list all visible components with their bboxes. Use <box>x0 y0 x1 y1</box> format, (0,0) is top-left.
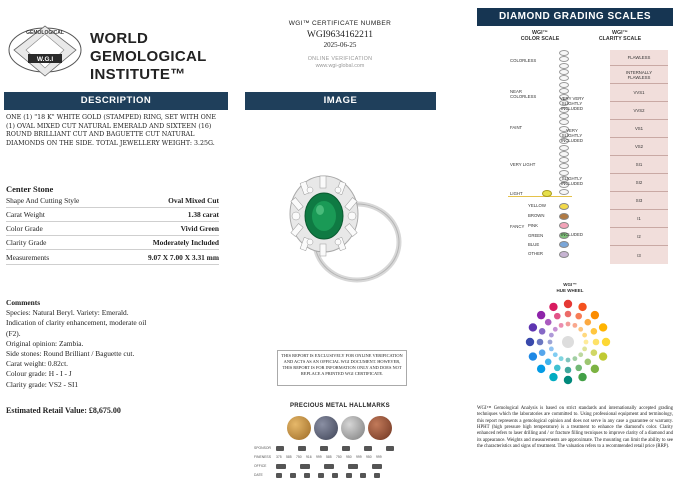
comment-line: Species: Natural Beryl. Variety: Emerald. <box>6 308 129 318</box>
fancy-diamond-icon <box>559 222 569 229</box>
hue-swatch <box>537 339 544 346</box>
clarity-group-label: VERY SLIGHTLY INCLUDED <box>561 128 583 143</box>
hallmark-mark <box>290 473 296 478</box>
grading-scales-heading: DIAMOND GRADING SCALES <box>477 8 673 26</box>
clarity-grade: I1 <box>610 210 668 228</box>
spec-row <box>6 253 219 265</box>
gold-coin <box>287 416 311 440</box>
scale-diamond-icon <box>559 63 569 69</box>
scale-diamond-icon <box>559 157 569 163</box>
hue-swatch <box>584 319 591 326</box>
clarity-grade: VVS2 <box>610 102 668 120</box>
hue-wheel-title: WGI™ HUE WHEEL <box>556 282 584 293</box>
org-line-1: WORLD <box>90 30 149 47</box>
hallmark-row-label: SPONSOR <box>254 446 271 450</box>
scale-diamond-icon <box>559 75 569 81</box>
hue-swatch <box>584 358 591 365</box>
hue-swatch <box>591 349 598 356</box>
spec-label: Shape And Cutting Style <box>6 196 80 205</box>
spec-label: Color Grade <box>6 224 43 233</box>
hue-wheel <box>518 292 618 392</box>
comment-line: Indication of clarity enhancement, moderate oil <box>6 318 147 328</box>
spec-row <box>6 224 219 236</box>
organization-name <box>90 30 207 84</box>
fancy-color-label: PINK <box>528 223 539 228</box>
fineness-value: 585 <box>286 455 292 459</box>
description-heading: DESCRIPTION <box>4 92 228 110</box>
image-heading: IMAGE <box>245 92 436 110</box>
clarity-grade: I3 <box>637 252 641 258</box>
silver-coin <box>341 416 365 440</box>
platinum-coin <box>314 416 338 440</box>
scale-diamond-icon <box>559 119 569 125</box>
hue-swatch <box>599 323 607 331</box>
scale-diamond-icon <box>559 151 569 157</box>
hue-swatch <box>564 300 572 308</box>
disclaimer-text: WGI™ Gemological Analysis is based on strict standards and internationally accepted grading techniques which the laboratories are committed to. Using professional equipment and terminology, this report represents a gemological opinion and does not serve in any case a guarantee or warranty. HPHT (high pressure high temperature) is a treatment to enhance the diamond's color. Clarity enhanced refers to laser drilling and / or fracture filling tecniques to improve clarity of a diamond and its appearance. Weights and measurements are approximate. The mounting can limit the ability to see the characteristics and signs of treatment. The valuation refers to a recommended retail price (RRP). <box>477 406 673 450</box>
comment-line: Side stones: Round Brilliant / Baguette cut. <box>6 349 135 359</box>
fancy-diamond-icon <box>559 241 569 248</box>
fancy-label: FANCY <box>510 224 525 229</box>
retail-amount: £8,675.00 <box>88 406 121 415</box>
ring-photo <box>262 150 412 300</box>
hallmark-mark <box>276 464 286 469</box>
hue-swatch <box>564 376 572 384</box>
hue-swatch <box>578 373 586 381</box>
clarity-grade: VVS1 <box>610 84 668 102</box>
hue-swatch <box>578 327 583 332</box>
fineness-value: 999 <box>356 455 362 459</box>
fancy-color-label: OTHER <box>528 251 544 256</box>
hue-swatch <box>575 313 582 320</box>
hue-swatch <box>584 340 589 345</box>
hallmark-mark <box>364 446 372 451</box>
color-group-label: FAINT <box>510 125 523 130</box>
hue-swatch <box>566 322 571 327</box>
center-stone-title: Center Stone <box>6 184 54 194</box>
scale-diamond-icon <box>559 145 569 151</box>
hue-swatch <box>559 356 564 361</box>
emblem-text: GEMOLOGICAL <box>26 30 64 36</box>
hue-swatch <box>572 356 577 361</box>
color-group-label: COLORLESS <box>510 58 537 63</box>
hallmark-mark <box>360 473 366 478</box>
clarity-grade: VS1 <box>610 120 668 138</box>
hue-swatch <box>529 352 537 360</box>
certificate-number-label: WGI™ CERTIFICATE NUMBER <box>288 20 392 27</box>
hue-swatch <box>549 373 557 381</box>
fineness-value: 375 <box>276 455 282 459</box>
color-group-label: VERY LIGHT <box>510 162 536 167</box>
hallmark-row-label: FINENESS <box>254 455 271 459</box>
clarity-grade: SI3 <box>610 192 668 210</box>
hue-swatch <box>565 311 572 318</box>
scale-diamond-icon <box>559 82 569 88</box>
hue-swatch <box>539 349 546 356</box>
wgi-emblem-logo <box>6 20 84 82</box>
hue-swatch <box>565 367 572 374</box>
hallmarks-title: PRECIOUS METAL HALLMARKS <box>290 403 390 409</box>
color-group-label: NEAR COLORLESS <box>510 89 537 99</box>
retail-value <box>6 406 121 415</box>
fancy-diamond-icon <box>559 213 569 220</box>
hallmark-mark <box>346 473 352 478</box>
clarity-grade: I2 <box>610 228 668 246</box>
emblem-initials: W.G.I <box>36 56 54 63</box>
hallmark-row-label: DATE <box>254 473 263 477</box>
spec-row <box>6 196 219 208</box>
hue-swatch <box>578 352 583 357</box>
hue-swatch <box>549 303 557 311</box>
fineness-value: 750 <box>296 455 302 459</box>
hue-swatch <box>553 327 558 332</box>
clarity-group-label: VERY VERY SLIGHTLY INCLUDED <box>559 96 585 111</box>
hallmark-mark <box>342 446 350 451</box>
org-line-2: GEMOLOGICAL <box>90 48 207 65</box>
spec-label: Clarity Grade <box>6 238 47 247</box>
certificate-header <box>250 20 430 69</box>
fancy-color-label: YELLOW <box>528 203 546 208</box>
hallmark-mark <box>348 464 358 469</box>
fancy-color-label: BLUE <box>528 242 540 247</box>
hue-center <box>562 336 574 348</box>
hallmark-mark <box>320 446 328 451</box>
scale-diamond-icon <box>559 113 569 119</box>
verification-url[interactable]: www.wgi-global.com <box>315 63 365 69</box>
clarity-grade: FLAWLESS <box>610 50 668 66</box>
hue-swatch <box>537 365 545 373</box>
hallmark-mark <box>300 464 310 469</box>
retail-label: Estimated Retail Value: <box>6 406 87 415</box>
hue-swatch <box>526 338 534 346</box>
hallmark-mark <box>324 464 334 469</box>
org-line-3: INSTITUTE™ <box>90 66 186 83</box>
fineness-value: 585 <box>326 455 332 459</box>
fineness-value: 750 <box>336 455 342 459</box>
hallmark-mark <box>374 473 380 478</box>
clarity-grade: INTERNALLY FLAWLESS <box>610 66 668 84</box>
certificate-number: WGI9634162211 <box>306 30 374 40</box>
scale-diamond-icon <box>559 163 569 169</box>
palladium-coin <box>368 416 392 440</box>
hallmark-mark <box>386 446 394 451</box>
online-notice: THIS REPORT IS EXCLUSIVELY FOR ONLINE VERIFICATION AND ACTS AS AN OFFICIAL WGI DOCUMENT. HOWEVER, THIS REPORT IS FOR INFORMATION ONLY AND DOES NOT REPLACE A PRINTED WGI CERTIFICATE. <box>277 350 407 386</box>
hue-swatch <box>554 313 561 320</box>
comment-line: Colour grade: H - I - J <box>6 369 72 379</box>
hue-swatch <box>582 333 587 338</box>
online-verification-label: ONLINE VERIFICATION <box>307 56 373 62</box>
clarity-group-label: INCLUDED <box>561 232 583 237</box>
hue-swatch <box>591 328 598 335</box>
comment-line: Original opinion: Zambia. <box>6 338 84 348</box>
scale-diamond-icon <box>542 190 552 197</box>
spec-label: Carat Weight <box>6 210 45 219</box>
fineness-value: 916 <box>306 455 312 459</box>
scale-diamond-icon <box>559 69 569 75</box>
hallmark-mark <box>318 473 324 478</box>
clarity-group-label: SLIGHTLY INCLUDED <box>561 176 583 186</box>
hue-swatch <box>602 338 610 346</box>
comment-line: (F2). <box>6 328 21 338</box>
comments-block <box>6 298 220 390</box>
certificate-date: 2025-06-25 <box>323 41 357 49</box>
spec-value: 1.38 carat <box>187 210 219 219</box>
hue-swatch <box>549 346 554 351</box>
spec-value: Oval Mixed Cut <box>168 196 219 205</box>
scale-diamond-icon <box>559 56 569 62</box>
spec-label: Measurements <box>6 253 50 262</box>
comments-title: Comments <box>6 298 41 307</box>
hallmark-mark <box>298 446 306 451</box>
hue-swatch <box>593 339 600 346</box>
fineness-value: 999 <box>316 455 322 459</box>
hue-swatch <box>578 303 586 311</box>
hue-swatch <box>545 358 552 365</box>
spec-value: Vivid Green <box>180 224 219 233</box>
hue-swatch <box>539 328 546 335</box>
hue-swatch <box>582 346 587 351</box>
clarity-grade: SI1 <box>610 156 668 174</box>
hallmark-row-label: OFFICE <box>254 464 267 468</box>
hue-swatch <box>554 365 561 372</box>
scale-diamond-icon <box>559 170 569 176</box>
hue-swatch <box>529 323 537 331</box>
scale-diamond-icon <box>559 50 569 56</box>
hue-swatch <box>599 352 607 360</box>
fancy-diamond-icon <box>559 203 569 210</box>
description-text: ONE (1) "18 K" WHITE GOLD (STAMPED) RING, SET WITH ONE (1) OVAL MIXED CUT NATURAL EMERALD AND SIXTEEN (16) ROUND BRILLIANT CUT AND BAGUETTE CUT NATURAL DIAMONDS ON THE SIDE. TOTAL JEWELLERY WEIGHT: 3.25G. <box>6 114 216 147</box>
comment-line: Clarity grade: VS2 - SI1 <box>6 379 79 389</box>
fancy-color-label: BROWN <box>528 213 545 218</box>
hue-swatch <box>591 365 599 373</box>
fineness-value: 950 <box>346 455 352 459</box>
hallmark-mark <box>332 473 338 478</box>
fancy-diamond-icon <box>559 251 569 258</box>
scale-diamond-icon <box>559 189 569 195</box>
color-scale-title: WGI™ COLOR SCALE <box>520 30 560 42</box>
hue-swatch <box>537 311 545 319</box>
comment-line: Carat weight: 0.82ct. <box>6 359 68 369</box>
hallmark-mark <box>276 473 282 478</box>
spec-row <box>6 238 219 250</box>
hue-swatch <box>548 340 553 345</box>
color-scale-divider <box>508 196 572 197</box>
scale-diamond-icon <box>559 88 569 94</box>
hallmark-mark <box>372 464 382 469</box>
clarity-grade: SI2 <box>610 174 668 192</box>
clarity-grade: VS2 <box>610 138 668 156</box>
hue-swatch <box>553 352 558 357</box>
hue-swatch <box>549 333 554 338</box>
hue-swatch <box>566 358 571 363</box>
hue-swatch <box>591 311 599 319</box>
hue-swatch <box>559 323 564 328</box>
hue-swatch <box>545 319 552 326</box>
hallmark-mark <box>276 446 284 451</box>
spec-value: 9.07 X 7.00 X 3.31 mm <box>147 253 219 262</box>
clarity-scale-title: WGI™ CLARITY SCALE <box>598 30 642 42</box>
hallmark-mark <box>304 473 310 478</box>
fineness-value: 999 <box>376 455 382 459</box>
color-group-label: LIGHT <box>510 191 523 196</box>
hue-swatch <box>572 323 577 328</box>
fineness-value: 950 <box>366 455 372 459</box>
fancy-color-label: GREEN <box>528 233 544 238</box>
hue-swatch <box>575 365 582 372</box>
spec-value: Moderately Included <box>152 238 219 247</box>
spec-row <box>6 210 219 222</box>
